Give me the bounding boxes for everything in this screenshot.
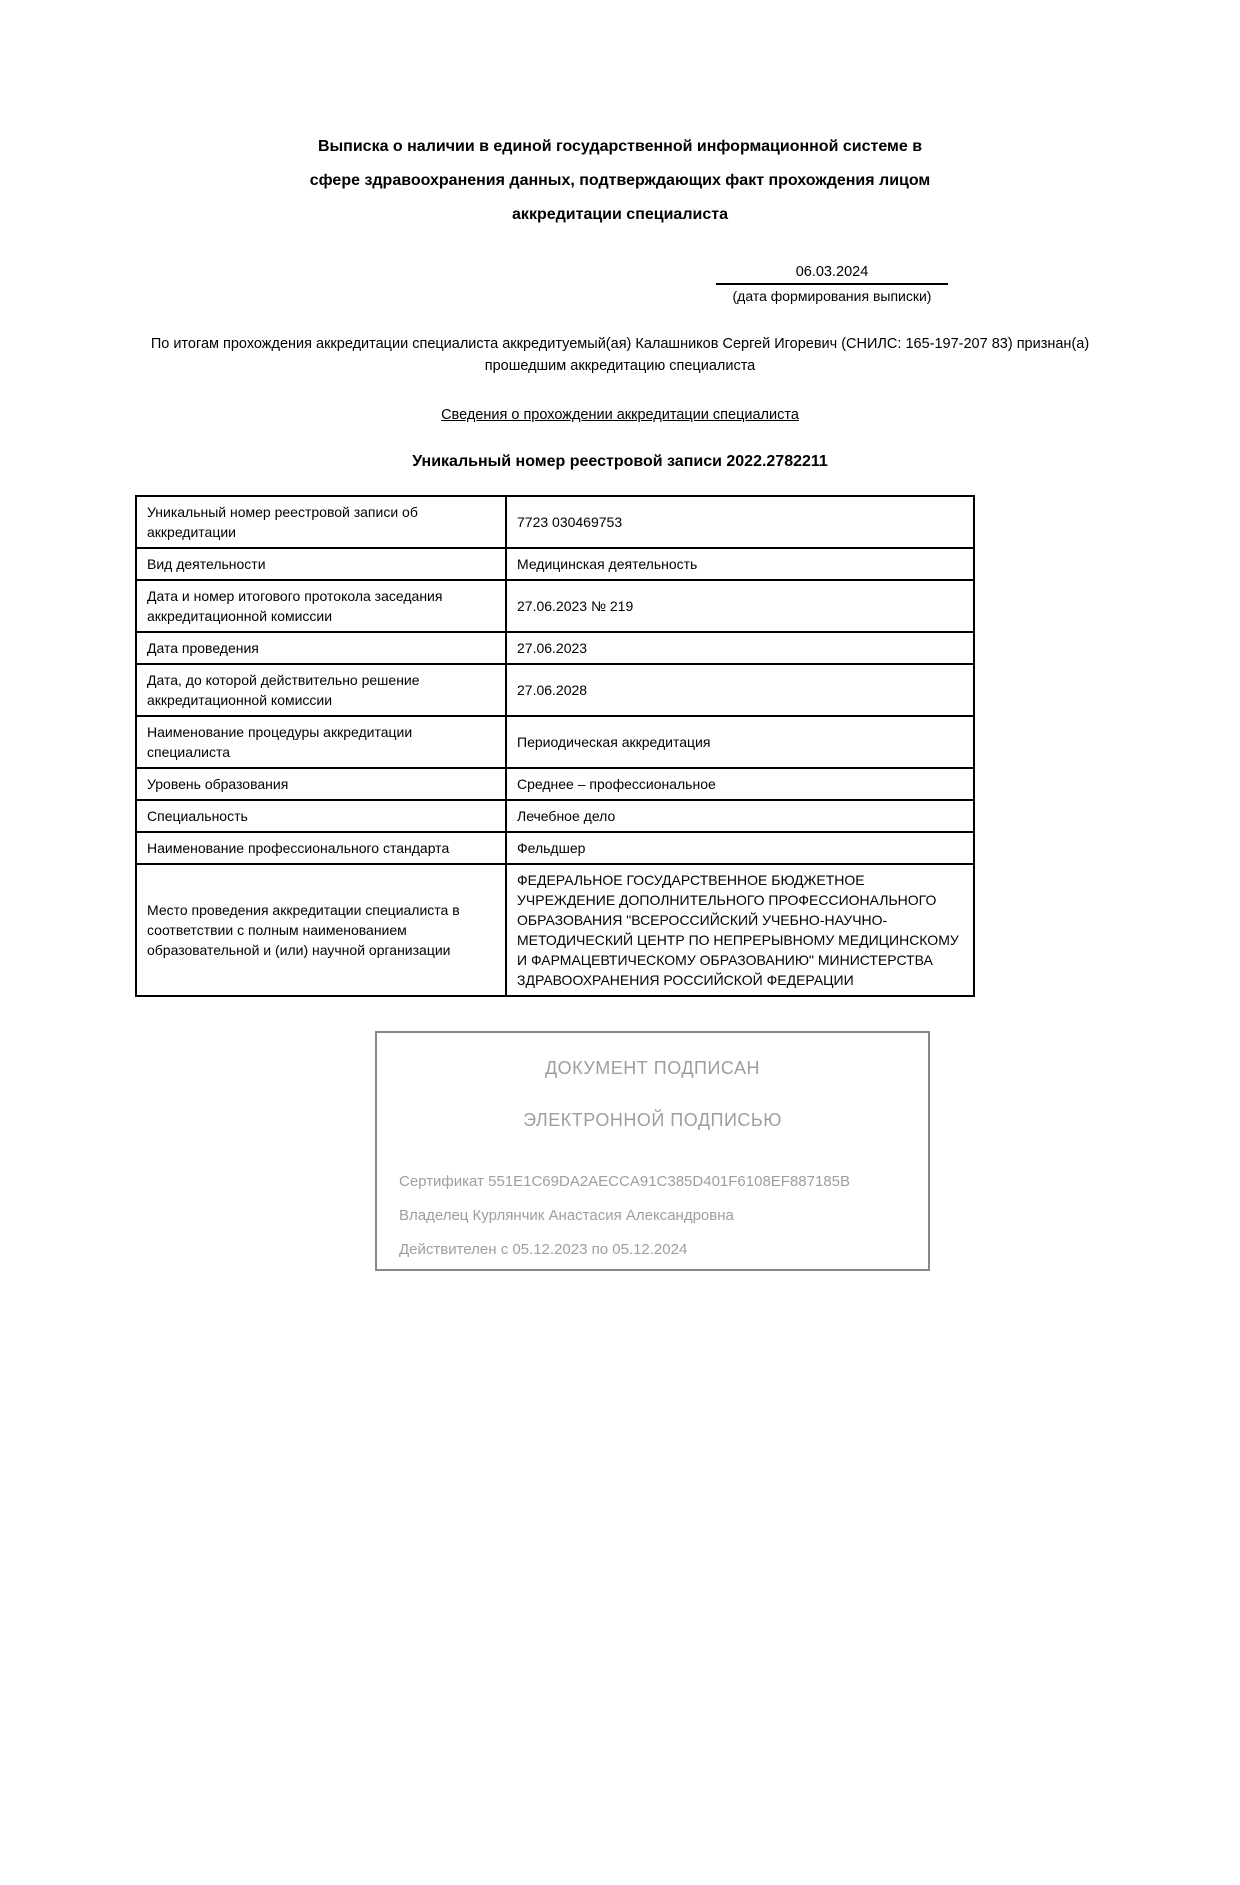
table-row-value: Среднее – профессиональное [506,768,974,800]
table-row-value: 27.06.2023 [506,632,974,664]
table-row-label: Дата проведения [136,632,506,664]
stamp-details [399,1173,906,1259]
table-row-label: Специальность [136,800,506,832]
table-row-value: 7723 030469753 [506,496,974,548]
table-row [136,768,974,800]
stamp-title-line-2: ЭЛЕКТРОННОЙ ПОДПИСЬЮ [523,1110,782,1130]
table-row-label: Место проведения аккредитации специалиста в соответствии с полным наименованием образовательной и (или) научной организации [136,864,506,996]
table-row-label: Дата, до которой действительно решение аккредитационной комиссии [136,664,506,716]
table-row-label: Дата и номер итогового протокола заседания аккредитационной комиссии [136,580,506,632]
table-row [136,800,974,832]
table-row-label: Уникальный номер реестровой записи об аккредитации [136,496,506,548]
table-row-value: Лечебное дело [506,800,974,832]
intro-paragraph: По итогам прохождения аккредитации специалиста аккредитуемый(ая) Калашников Сергей Игоревич (СНИЛС: 165-197-207 83) признан(а) прошедшим аккредитацию специалиста [150,336,1090,374]
table-row [136,864,974,996]
table-row-label: Наименование профессионального стандарта [136,832,506,864]
registry-record-heading: Уникальный номер реестровой записи 2022.2782211 [412,453,828,470]
table-row [136,496,974,548]
table-row [136,716,974,768]
table-row-value: 27.06.2028 [506,664,974,716]
stamp-certificate-line: Сертификат 551E1C69DA2AECCA91C385D401F6108EF887185B [399,1173,851,1190]
table-row-value: Медицинская деятельность [506,548,974,580]
table-row-value: Периодическая аккредитация [506,716,974,768]
accreditation-table-body [136,496,974,996]
formation-date-block [716,264,948,305]
table-row [136,548,974,580]
page-title: Выписка о наличии в единой государственной информационной системе в сфере здравоохранения данных, подтверждающих факт прохождения лицом аккредитации специалиста [309,138,931,223]
formation-date-value: 06.03.2024 [716,264,948,285]
table-row [136,632,974,664]
table-row [136,664,974,716]
table-row-value: 27.06.2023 № 219 [506,580,974,632]
table-row [136,580,974,632]
table-row-label: Вид деятельности [136,548,506,580]
stamp-title-line-1: ДОКУМЕНТ ПОДПИСАН [544,1058,761,1078]
stamp-owner-line: Владелец Курлянчик Анастасия Александровна [399,1207,734,1224]
section-heading: Сведения о прохождении аккредитации специалиста [441,407,799,423]
table-row-value: Фельдшер [506,832,974,864]
document-page [0,130,1240,1885]
stamp-validity-line: Действителен с 05.12.2023 по 05.12.2024 [399,1241,688,1258]
formation-date-caption: (дата формирования выписки) [732,288,932,304]
signature-stamp [375,1031,930,1271]
table-row-label: Уровень образования [136,768,506,800]
accreditation-table [135,495,975,997]
table-row-label: Наименование процедуры аккредитации специалиста [136,716,506,768]
table-row [136,832,974,864]
table-row-value: ФЕДЕРАЛЬНОЕ ГОСУДАРСТВЕННОЕ БЮДЖЕТНОЕ УЧРЕЖДЕНИЕ ДОПОЛНИТЕЛЬНОГО ПРОФЕССИОНАЛЬНОГО ОБРАЗОВАНИЯ "ВСЕРОССИЙСКИЙ УЧЕБНО-НАУЧНО-МЕТОДИЧЕСКИЙ ЦЕНТР ПО НЕПРЕРЫВНОМУ МЕДИЦИНСКОМУ И ФАРМАЦЕВТИЧЕСКОМУ ОБРАЗОВАНИЮ" МИНИСТЕРСТВА ЗДРАВООХРАНЕНИЯ РОССИЙСКОЙ ФЕДЕРАЦИИ [506,864,974,996]
